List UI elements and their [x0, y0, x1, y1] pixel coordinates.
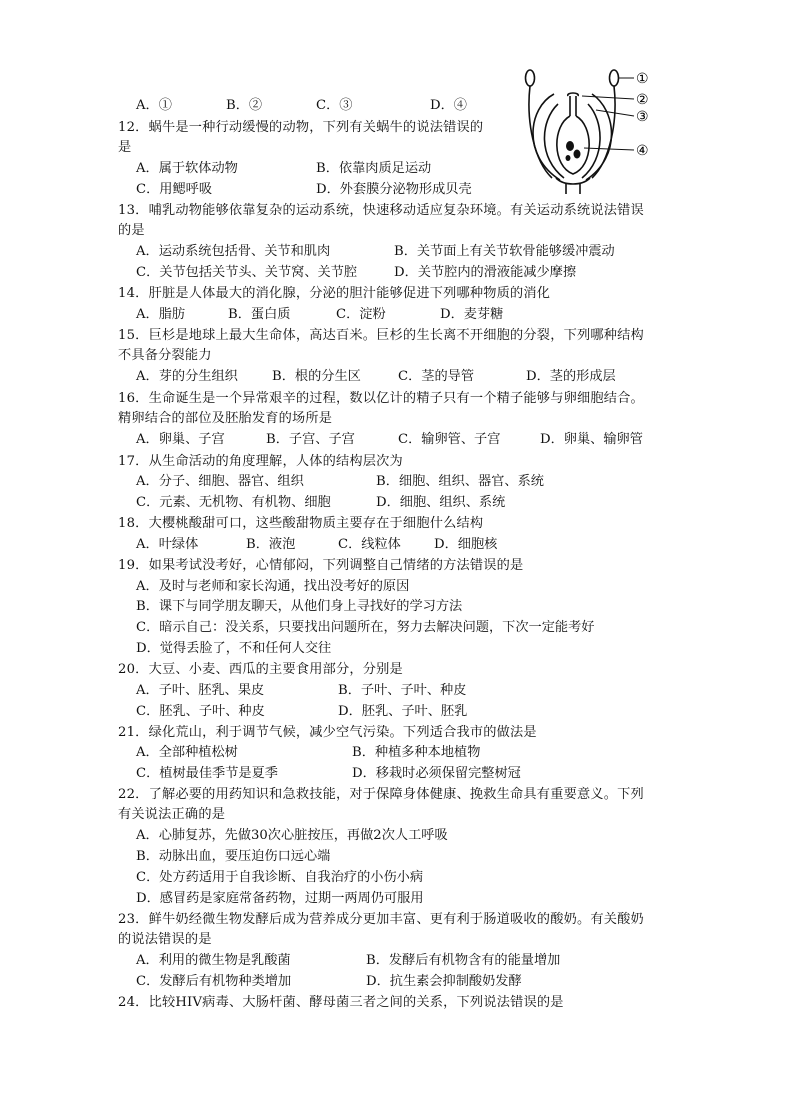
stigma-shape — [568, 93, 578, 96]
q12-option-c: C．用鳃呼吸 — [136, 182, 213, 197]
q19-option-a: A．及时与老师和家长沟通，找出没考好的原因 — [136, 579, 410, 594]
q16-option-a: A．卵巢、子宫 — [136, 432, 225, 447]
q14-stem-1: 14．肝脏是人体最大的消化腺，分泌的胆汁能够促进下列哪种物质的消化 — [118, 286, 551, 301]
diagram-label-3: ③ — [636, 109, 649, 125]
q16-stem-2: 精卵结合的部位及胚胎发育的场所是 — [118, 411, 333, 426]
left-inner-petal-shape — [544, 104, 564, 178]
diagram-label-1: ① — [636, 71, 649, 87]
q15-option-c: C．茎的导管 — [398, 369, 475, 384]
q15-option-a: A．芽的分生组织 — [136, 369, 238, 384]
q13-option-b: B．关节面上有关节软骨能够缓冲震动 — [394, 244, 615, 259]
q13-option-c: C．关节包括关节头、关节窝、关节腔 — [136, 265, 358, 280]
q18-option-b: B．液泡 — [246, 537, 296, 552]
q22-option-c: C．处方药适用于自我诊断、自我治疗的小伤小病 — [136, 870, 424, 885]
q11-option-c: C．③ — [316, 98, 353, 113]
q22-option-b: B．动脉出血，要压迫伤口远心端 — [136, 849, 331, 864]
q23-option-b: B．发酵后有机物含有的能量增加 — [366, 953, 561, 968]
q11-option-b: B．② — [226, 98, 263, 113]
q22-stem-2: 有关说法正确的是 — [118, 807, 226, 822]
q13-option-d: D．关节腔内的滑液能减少摩擦 — [394, 265, 577, 280]
q18-stem-1: 18．大樱桃酸甜可口，这些酸甜物质主要存在于细胞什么结构 — [118, 516, 484, 531]
leader-line-2 — [582, 96, 634, 99]
q12-option-d: D．外套膜分泌物形成贝壳 — [316, 182, 472, 197]
diagram-label-4: ④ — [636, 143, 649, 159]
q21-option-a: A．全部种植松树 — [136, 745, 238, 760]
q17-option-a: A．分子、细胞、器官、组织 — [136, 474, 304, 489]
diagram-label-2: ② — [636, 92, 649, 108]
ovule-shape — [566, 141, 574, 151]
ovule-shape — [566, 155, 571, 161]
q17-option-d: D．细胞、组织、系统 — [376, 495, 506, 510]
right-anther-shape — [610, 70, 619, 86]
flower-diagram — [500, 66, 670, 196]
receptacle-shape — [556, 178, 590, 184]
q16-option-b: B．子宫、子宫 — [266, 432, 355, 447]
q12-stem-1: 12．蜗牛是一种行动缓慢的动物，下列有关蜗牛的说法错误的 — [118, 120, 484, 135]
q21-option-b: B．种植多种本地植物 — [352, 745, 481, 760]
q20-option-c: C．胚乳、子叶、种皮 — [136, 704, 265, 719]
q24-stem-1: 24．比较HIV病毒、大肠杆菌、酵母菌三者之间的关系，下列说法错误的是 — [118, 995, 564, 1010]
ovule-shape — [574, 150, 581, 159]
q16-option-d: D．卵巢、输卵管 — [540, 432, 643, 447]
q15-stem-1: 15．巨杉是地球上最大生命体，高达百米。巨杉的生长离不开细胞的分裂，下列哪种结构 — [118, 328, 644, 343]
q15-option-d: D．茎的形成层 — [526, 369, 616, 384]
q20-option-b: B．子叶、子叶、种皮 — [338, 683, 467, 698]
right-inner-petal-shape — [582, 104, 600, 178]
q15-stem-2: 不具备分裂能力 — [118, 348, 212, 363]
q16-stem-1: 16．生命诞生是一个异常艰辛的过程，数以亿计的精子只有一个精子能够与卵细胞结合。 — [118, 391, 644, 406]
q14-option-c: C．淀粉 — [336, 307, 386, 322]
q20-option-a: A．子叶、胚乳、果皮 — [136, 683, 265, 698]
q13-stem-1: 13．哺乳动物能够依靠复杂的运动系统，快速移动适应复杂环境。有关运动系统说法错误 — [118, 203, 644, 218]
q20-stem-1: 20．大豆、小麦、西瓜的主要食用部分，分别是 — [118, 662, 403, 677]
q12-option-a: A．属于软体动物 — [136, 161, 238, 176]
q19-option-d: D．觉得丢脸了，不和任何人交往 — [136, 641, 332, 656]
q14-option-d: D．麦芽糖 — [440, 307, 504, 322]
q23-stem-2: 的说法错误的是 — [118, 932, 212, 947]
q22-option-d: D．感冒药是家庭常备药物，过期一两周仍可服用 — [136, 891, 424, 906]
q13-option-a: A．运动系统包括骨、关节和肌肉 — [136, 244, 331, 259]
q12-option-b: B．依靠肉质足运动 — [316, 161, 432, 176]
q23-option-c: C．发酵后有机物种类增加 — [136, 974, 292, 989]
q19-option-c: C．暗示自己：没关系，只要找出问题所在，努力去解决问题，下次一定能考好 — [136, 620, 595, 635]
q22-option-a: A．心肺复苏，先做30次心脏按压，再做2次人工呼吸 — [136, 828, 448, 843]
q13-stem-2: 的是 — [118, 223, 145, 238]
q17-stem-1: 17．从生命活动的角度理解，人体的结构层次为 — [118, 454, 403, 469]
style-shape — [570, 96, 576, 116]
q20-option-d: D．胚乳、子叶、胚乳 — [338, 704, 468, 719]
q18-option-d: D．细胞核 — [434, 537, 498, 552]
q23-option-d: D．抗生素会抑制酸奶发酵 — [366, 974, 522, 989]
left-anther-shape — [526, 70, 535, 86]
q16-option-c: C．输卵管、子宫 — [398, 432, 501, 447]
q23-stem-1: 23．鲜牛奶经微生物发酵后成为营养成分更加丰富、更有利于肠道吸收的酸奶。有关酸奶 — [118, 912, 644, 927]
q11-option-d: D．④ — [430, 98, 467, 113]
q14-option-b: B．蛋白质 — [228, 307, 291, 322]
q17-option-b: B．细胞、组织、器官、系统 — [376, 474, 544, 489]
q12-stem-2: 是 — [118, 140, 132, 155]
q21-option-c: C．植树最佳季节是夏季 — [136, 766, 278, 781]
q21-option-d: D．移栽时必须保留完整树冠 — [352, 766, 521, 781]
q18-option-c: C．线粒体 — [338, 537, 401, 552]
q22-stem-1: 22．了解必要的用药知识和急救技能，对于保障身体健康、挽救生命具有重要意义。下列 — [118, 787, 644, 802]
q21-stem-1: 21．绿化荒山，利于调节气候，减少空气污染。下列适合我市的做法是 — [118, 725, 537, 740]
q15-option-b: B．根的分生区 — [272, 369, 361, 384]
q14-option-a: A．脂肪 — [136, 307, 186, 322]
stalk-shape — [566, 184, 580, 194]
q18-option-a: A．叶绿体 — [136, 537, 199, 552]
q17-option-c: C．元素、无机物、有机物、细胞 — [136, 495, 331, 510]
q19-stem-1: 19．如果考试没考好，心情郁闷，下列调整自己情绪的方法错误的是 — [118, 558, 524, 573]
q11-option-a: A．① — [136, 98, 172, 113]
q23-option-a: A．利用的微生物是乳酸菌 — [136, 953, 291, 968]
q19-option-b: B．课下与同学朋友聊天，从他们身上寻找好的学习方法 — [136, 599, 463, 614]
